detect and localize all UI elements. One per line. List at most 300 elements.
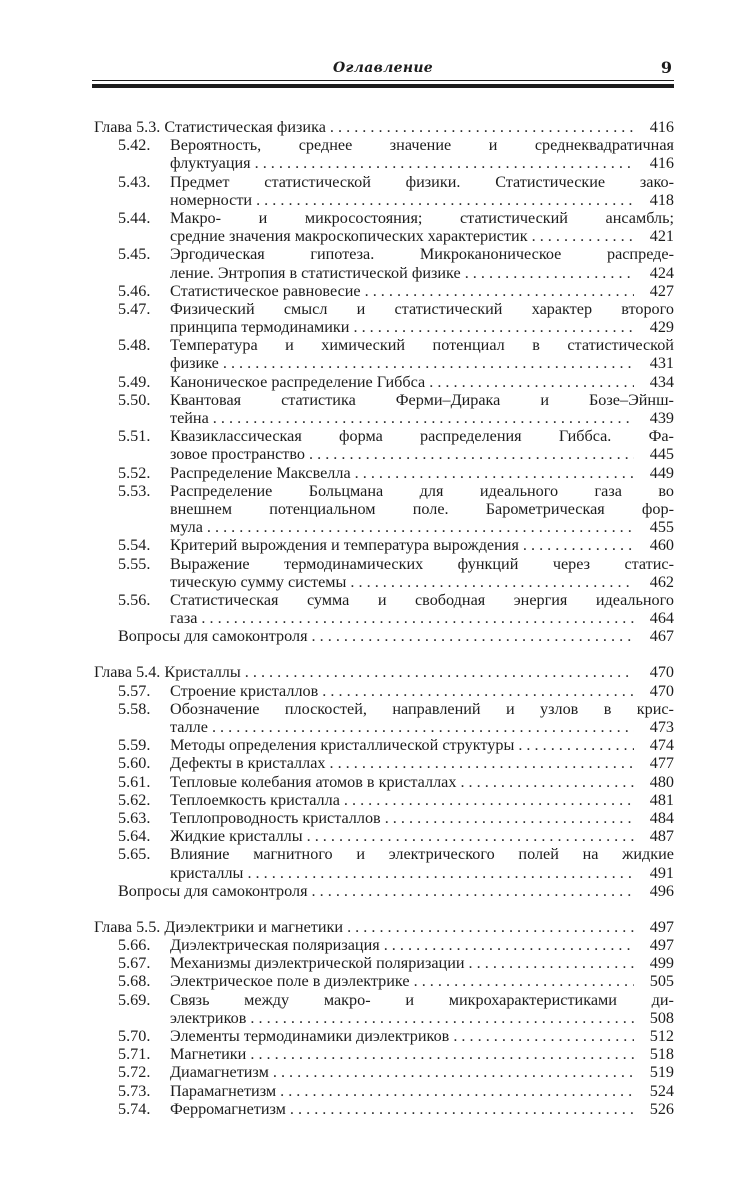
- section-body: [118, 482, 674, 537]
- section-page-number: 449: [649, 463, 674, 482]
- section-body: [118, 1100, 674, 1118]
- chapter-page-number: 470: [649, 663, 674, 682]
- dot-leader: [312, 627, 634, 645]
- dot-leader: [223, 354, 634, 372]
- section-body: [118, 1045, 674, 1063]
- toc-section-entry[interactable]: [92, 682, 674, 700]
- word: ансамбль;: [605, 208, 674, 227]
- toc-line: [170, 445, 674, 463]
- section-title-line: Диэлектрическая поляризация: [170, 936, 380, 955]
- toc-line: [170, 1063, 674, 1081]
- section-page-number: 421: [649, 227, 674, 246]
- section-number: 5.53.: [118, 481, 151, 500]
- toc-section-entry[interactable]: [92, 1045, 674, 1063]
- word: Статистические: [495, 172, 606, 191]
- section-number: 5.54.: [118, 536, 151, 555]
- word: Вероятность,: [170, 136, 262, 155]
- word: статистической: [264, 172, 371, 191]
- word: для: [419, 481, 444, 500]
- word: Статистическая: [170, 590, 279, 609]
- dot-leader: [350, 573, 634, 591]
- toc-section-entry[interactable]: [92, 245, 674, 281]
- section-title-line: [170, 209, 674, 227]
- section-number: 5.48.: [118, 336, 151, 355]
- section-page-number: 429: [649, 318, 674, 337]
- section-body: [118, 682, 674, 700]
- toc-section-entry[interactable]: [92, 845, 674, 881]
- toc-line: [170, 954, 674, 972]
- dot-leader: [353, 318, 634, 336]
- section-title-line: Статистическое равновесие: [170, 281, 361, 300]
- section-page-number: 487: [649, 827, 674, 846]
- word: Бозе–Эйнш-: [589, 390, 674, 409]
- toc-line: [118, 627, 674, 645]
- chapter-page-number: 497: [649, 917, 674, 936]
- toc-section-entry[interactable]: [92, 391, 674, 427]
- section-number: 5.72.: [118, 1063, 151, 1082]
- toc-line: [170, 518, 674, 536]
- section-body: [118, 736, 674, 754]
- dot-leader: [273, 1063, 634, 1081]
- section-title-line: кристаллы: [170, 863, 244, 882]
- section-body: [118, 391, 674, 427]
- word: и: [356, 845, 366, 864]
- toc-line: [170, 227, 674, 245]
- word: и: [356, 299, 366, 318]
- toc-line: [170, 464, 674, 482]
- word: микрохарактеристиками: [448, 990, 617, 1009]
- section-title-line: [170, 391, 674, 409]
- section-body: [118, 972, 674, 990]
- word: между: [244, 990, 290, 1009]
- toc-section-entry[interactable]: [92, 809, 674, 827]
- word: гипотеза.: [310, 245, 375, 264]
- section-body: [118, 555, 674, 591]
- section-title-line: Парамагнетизм: [170, 1081, 277, 1100]
- section-title-line: номерности: [170, 190, 253, 209]
- toc-section-entry[interactable]: [92, 136, 674, 172]
- section-body: [118, 373, 674, 391]
- chapter-title: Глава 5.3. Статистическая физика: [94, 118, 326, 136]
- word: во: [658, 481, 674, 500]
- section-number: 5.55.: [118, 554, 151, 573]
- dot-leader: [250, 1009, 634, 1027]
- section-body: [118, 754, 674, 772]
- section-title-line: газа: [170, 609, 198, 628]
- section-title-line: [170, 173, 674, 191]
- word: потенциальном: [269, 499, 376, 518]
- dot-leader: [344, 791, 634, 809]
- toc-section-entry[interactable]: [92, 773, 674, 791]
- section-number: 5.64.: [118, 827, 151, 846]
- section-page-number: 480: [649, 772, 674, 791]
- toc-line: [170, 1045, 674, 1063]
- word: среднее: [298, 136, 353, 155]
- section-number: 5.58.: [118, 699, 151, 718]
- toc-section-entry[interactable]: [92, 209, 674, 245]
- toc-questions-entry[interactable]: [92, 627, 674, 645]
- section-body: [118, 173, 674, 209]
- toc-line: [170, 1009, 674, 1027]
- word: Барометрическая: [485, 499, 605, 518]
- section-number: 5.52.: [118, 463, 151, 482]
- word: сумма: [306, 590, 350, 609]
- section-title-line: [170, 991, 674, 1009]
- section-title-line: Критерий вырождения и температура вырождения: [170, 536, 519, 555]
- dot-leader: [245, 663, 634, 681]
- section-number: 5.69.: [118, 990, 151, 1009]
- word: идеального: [479, 481, 559, 500]
- toc-chapter: [92, 663, 674, 899]
- section-number: 5.73.: [118, 1081, 151, 1100]
- word: в: [532, 336, 540, 355]
- toc-line: [170, 1027, 674, 1045]
- section-page-number: 499: [649, 954, 674, 973]
- section-title-line: [170, 591, 674, 609]
- toc-section-entry[interactable]: [92, 300, 674, 336]
- toc-line: [170, 736, 674, 754]
- questions-page-number: 467: [649, 627, 674, 646]
- section-title-line: [170, 336, 674, 354]
- toc-line: [170, 373, 674, 391]
- dot-leader: [255, 154, 634, 172]
- toc-section-entry[interactable]: [92, 464, 674, 482]
- word: Физический: [170, 299, 255, 318]
- word: жидкие: [622, 845, 674, 864]
- section-page-number: 462: [649, 572, 674, 591]
- running-header-title: Оглавление: [332, 60, 434, 76]
- section-number: 5.65.: [118, 845, 151, 864]
- word: зако-: [639, 172, 674, 191]
- toc-section-entry[interactable]: [92, 754, 674, 772]
- dot-leader: [518, 736, 634, 754]
- dot-leader: [309, 445, 634, 463]
- word: Фа-: [648, 427, 674, 446]
- section-page-number: 526: [649, 1099, 674, 1118]
- section-page-number: 519: [649, 1063, 674, 1082]
- section-title-line: Элементы термодинамики диэлектриков: [170, 1027, 450, 1045]
- section-body: [118, 936, 674, 954]
- word: физики.: [405, 172, 461, 191]
- dot-leader: [385, 809, 634, 827]
- section-number: 5.66.: [118, 936, 151, 955]
- toc-section-entry[interactable]: [92, 736, 674, 754]
- section-title-line: мула: [170, 518, 203, 537]
- section-page-number: 460: [649, 536, 674, 555]
- word: Ферми–Дирака: [395, 390, 501, 409]
- word: крис-: [636, 699, 674, 718]
- section-title-line: [170, 845, 674, 863]
- word: Влияние: [170, 845, 230, 864]
- toc-line: [170, 791, 674, 809]
- word: направлений: [392, 699, 481, 718]
- section-title-line: принципа термодинамики: [170, 318, 350, 337]
- toc-section-entry[interactable]: [92, 1100, 674, 1118]
- dot-leader: [212, 718, 634, 736]
- toc-line: [170, 536, 674, 554]
- section-number: 5.46.: [118, 281, 151, 300]
- word: газа: [594, 481, 622, 500]
- toc-section-entry[interactable]: [92, 536, 674, 554]
- section-page-number: 473: [649, 718, 674, 736]
- toc-line: [170, 282, 674, 300]
- section-page-number: 424: [649, 263, 674, 282]
- toc-line: [170, 609, 674, 627]
- toc-section-entry[interactable]: [92, 282, 674, 300]
- word: Макро-: [170, 208, 222, 227]
- section-title-line: [170, 500, 674, 518]
- word: статистический: [459, 208, 568, 227]
- word: функций: [457, 554, 519, 573]
- word: энергия: [513, 590, 568, 609]
- word: Квантовая: [170, 390, 242, 409]
- dot-leader: [290, 1100, 634, 1118]
- section-number: 5.67.: [118, 954, 151, 973]
- word: статис-: [624, 554, 674, 573]
- section-title-line: Каноническое распределение Гиббса: [170, 372, 426, 391]
- section-page-number: 431: [649, 354, 674, 373]
- word: Микроканоническое: [419, 245, 562, 264]
- chapter-title: Глава 5.5. Диэлектрики и магнетики: [94, 917, 344, 936]
- section-page-number: 524: [649, 1081, 674, 1100]
- toc-section-entry[interactable]: [92, 173, 674, 209]
- word: магнитного: [253, 845, 333, 864]
- section-page-number: 439: [649, 409, 674, 427]
- toc-section-entry[interactable]: [92, 991, 674, 1027]
- section-page-number: 470: [649, 681, 674, 700]
- word: Больцмана: [308, 481, 384, 500]
- section-title-line: талле: [170, 718, 208, 736]
- toc-section-entry[interactable]: [92, 427, 674, 463]
- dot-leader: [207, 518, 634, 536]
- toc-questions-entry[interactable]: [92, 882, 674, 900]
- toc-line: [170, 972, 674, 990]
- section-title-line: [170, 300, 674, 318]
- word: и: [405, 990, 414, 1009]
- dot-leader: [312, 882, 634, 900]
- section-page-number: 418: [649, 190, 674, 209]
- dot-leader: [532, 227, 634, 245]
- dot-leader: [280, 1082, 634, 1100]
- word: электрического: [388, 845, 495, 864]
- dot-leader: [329, 754, 634, 772]
- section-body: [118, 245, 674, 281]
- word: Выражение: [170, 554, 250, 573]
- section-title-line: Тепловые колебания атомов в кристаллах: [170, 772, 457, 791]
- word: смысл: [283, 299, 328, 318]
- word: распреде-: [606, 245, 674, 264]
- section-title-line: электриков: [170, 1008, 247, 1027]
- section-title-line: тейна: [170, 409, 209, 427]
- toc-line: [170, 809, 674, 827]
- section-body: [118, 209, 674, 245]
- toc-section-entry[interactable]: [92, 700, 674, 736]
- section-number: 5.60.: [118, 754, 151, 773]
- word: среднеквадратичная: [534, 136, 674, 155]
- toc-section-entry[interactable]: [92, 972, 674, 990]
- section-body: [118, 773, 674, 791]
- word: свободная: [415, 590, 486, 609]
- toc-section-entry[interactable]: [92, 1027, 674, 1045]
- section-title-line: зовое пространство: [170, 445, 305, 464]
- section-page-number: 508: [649, 1008, 674, 1027]
- toc-line: [170, 154, 674, 172]
- word: Предмет: [170, 172, 230, 191]
- toc-chapter: [92, 118, 674, 645]
- section-body: [118, 336, 674, 372]
- section-title-line: Дефекты в кристаллах: [170, 754, 326, 773]
- section-body: [118, 282, 674, 300]
- section-body: [118, 954, 674, 972]
- toc-section-entry[interactable]: [92, 954, 674, 972]
- section-body: [118, 300, 674, 336]
- section-number: 5.49.: [118, 372, 151, 391]
- section-page-number: 497: [649, 936, 674, 955]
- toc-section-entry[interactable]: [92, 336, 674, 372]
- toc-line: [170, 773, 674, 791]
- toc-chapter-entry[interactable]: [92, 663, 674, 681]
- toc-line: [94, 663, 674, 681]
- section-page-number: 427: [649, 281, 674, 300]
- dot-leader: [429, 373, 634, 391]
- section-number: 5.43.: [118, 172, 151, 191]
- word: значение: [389, 136, 452, 155]
- section-title-line: средние значения макроскопических характеристик: [170, 227, 528, 246]
- toc-section-entry[interactable]: [92, 827, 674, 845]
- section-title-line: [170, 482, 674, 500]
- section-number: 5.47.: [118, 299, 151, 318]
- toc-section-entry[interactable]: [92, 373, 674, 391]
- word: внешнем: [170, 499, 233, 518]
- dot-leader: [465, 264, 634, 282]
- word: Температура: [170, 336, 258, 355]
- section-title-line: Теплопроводность кристаллов: [170, 808, 381, 827]
- section-number: 5.50.: [118, 390, 151, 409]
- toc-section-entry[interactable]: [92, 1082, 674, 1100]
- section-page-number: 434: [649, 372, 674, 391]
- toc-line: [170, 827, 674, 845]
- questions-title: Вопросы для самоконтроля: [118, 627, 308, 646]
- section-body: [118, 427, 674, 463]
- toc-line: [170, 718, 674, 736]
- dot-leader: [322, 682, 634, 700]
- dot-leader: [460, 773, 634, 791]
- dot-leader: [250, 1045, 634, 1063]
- section-body: [118, 991, 674, 1027]
- section-title-line: [170, 427, 674, 445]
- section-number: 5.51.: [118, 427, 151, 446]
- toc-chapter-entry[interactable]: [92, 118, 674, 136]
- word: и: [540, 390, 550, 409]
- section-body: [118, 536, 674, 554]
- section-body: [118, 845, 674, 881]
- toc-line: [170, 573, 674, 591]
- section-title-line: флуктуация: [170, 154, 251, 173]
- section-number: 5.57.: [118, 681, 151, 700]
- word: на: [582, 845, 599, 864]
- section-number: 5.44.: [118, 208, 151, 227]
- section-body: [118, 1082, 674, 1100]
- section-number: 5.62.: [118, 790, 151, 809]
- word: Квазиклассическая: [170, 427, 302, 446]
- section-title-line: [170, 245, 674, 263]
- running-header: [92, 58, 674, 78]
- questions-title: Вопросы для самоконтроля: [118, 881, 308, 900]
- toc-section-entry[interactable]: [92, 482, 674, 537]
- section-number: 5.56.: [118, 590, 151, 609]
- section-page-number: 505: [649, 972, 674, 991]
- section-page-number: 481: [649, 790, 674, 809]
- toc-line: [170, 682, 674, 700]
- section-page-number: 455: [649, 518, 674, 537]
- section-number: 5.61.: [118, 772, 151, 791]
- dot-leader: [453, 1027, 634, 1045]
- word: Распределение: [170, 481, 273, 500]
- word: и: [258, 208, 268, 227]
- toc-section-entry[interactable]: [92, 791, 674, 809]
- dot-leader: [213, 409, 634, 427]
- page-number: 9: [660, 58, 672, 77]
- section-body: [118, 1027, 674, 1045]
- word: полей: [518, 845, 559, 864]
- word: ди-: [651, 990, 674, 1009]
- chapter-page-number: 416: [649, 118, 674, 136]
- section-page-number: 484: [649, 808, 674, 827]
- dot-leader: [307, 827, 634, 845]
- toc-chapter-entry[interactable]: [92, 918, 674, 936]
- section-page-number: 445: [649, 445, 674, 464]
- toc-section-entry[interactable]: [92, 555, 674, 591]
- section-title-line: физике: [170, 354, 219, 373]
- word: статистической: [567, 336, 674, 355]
- word: идеального: [595, 590, 674, 609]
- word: второго: [621, 299, 674, 318]
- toc-line: [170, 936, 674, 954]
- toc-section-entry[interactable]: [92, 591, 674, 627]
- chapter-title: Глава 5.4. Кристаллы: [94, 663, 241, 682]
- toc-section-entry[interactable]: [92, 936, 674, 954]
- header-rule-thick: [92, 84, 674, 88]
- word: и: [377, 590, 387, 609]
- toc-line: [170, 754, 674, 772]
- section-title-line: Электрическое поле в диэлектрике: [170, 972, 410, 991]
- word: плоскостей,: [284, 699, 367, 718]
- toc-line: [170, 318, 674, 336]
- word: микросостояния;: [304, 208, 423, 227]
- word: Обозначение: [170, 699, 260, 718]
- word: макро-: [323, 990, 371, 1009]
- section-title-line: Диамагнетизм: [170, 1063, 269, 1082]
- dot-leader: [347, 918, 634, 936]
- word: поле.: [412, 499, 449, 518]
- section-body: [118, 827, 674, 845]
- dot-leader: [355, 464, 634, 482]
- toc-line: [170, 1100, 674, 1118]
- toc-line: [170, 409, 674, 427]
- section-number: 5.70.: [118, 1027, 151, 1045]
- word: и: [488, 136, 498, 155]
- section-number: 5.59.: [118, 736, 151, 755]
- header-rule-thin: [92, 80, 674, 81]
- toc-section-entry[interactable]: [92, 1063, 674, 1081]
- section-page-number: 474: [649, 736, 674, 755]
- word: узлов: [540, 699, 579, 718]
- section-title-line: Ферромагнетизм: [170, 1099, 286, 1118]
- word: Эргодическая: [170, 245, 265, 264]
- section-title-line: ление. Энтропия в статистической физике: [170, 263, 461, 282]
- toc-line: [170, 191, 674, 209]
- word: в: [603, 699, 612, 718]
